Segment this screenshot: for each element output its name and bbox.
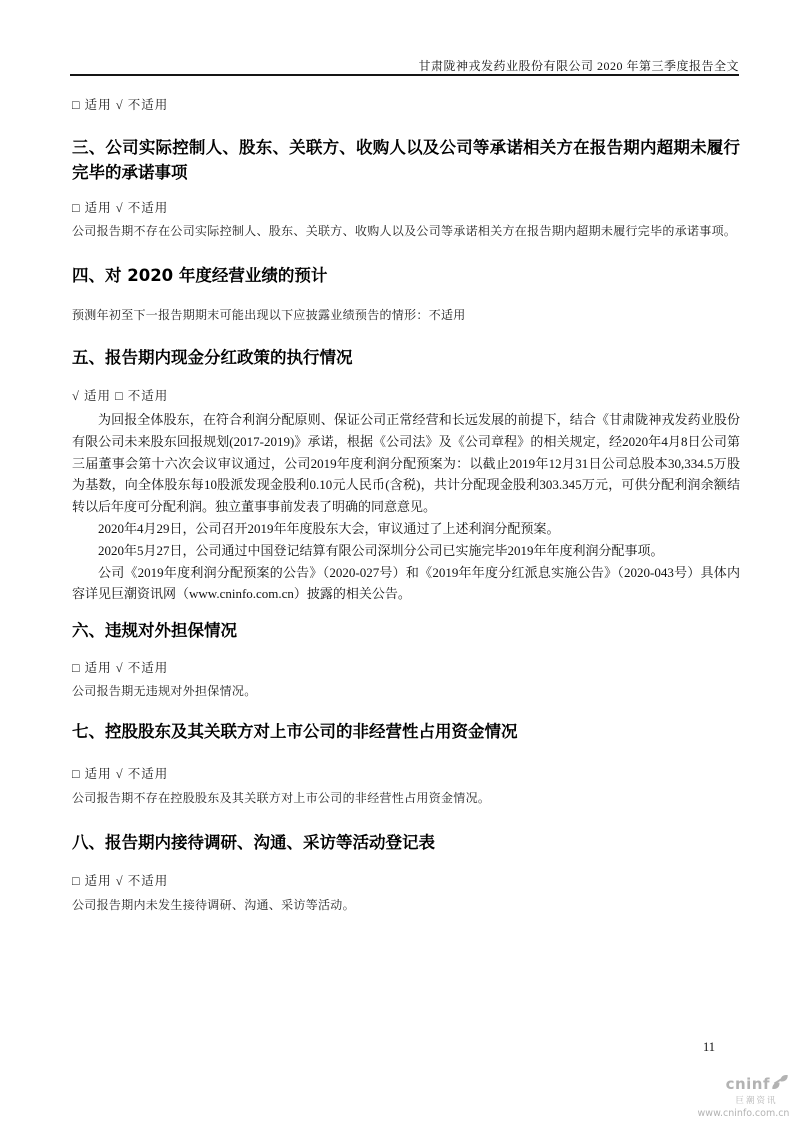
applicability-line: □ 适用 √ 不适用 <box>72 661 169 676</box>
section-paragraph: 为回报全体股东，在符合利润分配原则、保证公司正常经营和长远发展的前提下，结合《甘肃陇神戎发药业股份有限公司未来股东回报规划(2017-2019)》承诺，根据《公司法》及《公司章程》的相关规定，经2020年4月8日公司第三届董事会第十六次会议审议通过，公司2019年度利润分配预案为：以截止2019年12月31日公司总股本30,334.5万股为基数，向全体股东每10股派发现金股利0.10元人民币(含税)，共计分配现金股利303.345万元，可供分配利润余额结转以后年度可分配利润。独立董事事前发表了明确的同意意见。 <box>72 412 740 515</box>
document-body <box>72 97 740 914</box>
cninfo-brand-text: cninf <box>725 1074 770 1093</box>
section-title-8: 八、报告期内接待调研、沟通、采访等活动登记表 <box>72 833 435 853</box>
applicability-line: √ 适用 □ 不适用 <box>72 389 169 403</box>
section-paragraph: 公司报告期无违规对外担保情况。 <box>72 684 257 699</box>
section-paragraph: 公司《2019年度利润分配预案的公告》（2020-027号）和《2019年年度分红派息实施公告》（2020-043号）具体内容详见巨潮资讯网（www.cninfo.com.cn）披露的相关公告。 <box>72 564 740 602</box>
section-title-5: 五、报告期内现金分红政策的执行情况 <box>72 348 353 367</box>
section-title-7: 七、控股股东及其关联方对上市公司的非经营性占用资金情况 <box>72 722 518 742</box>
page-number: 11 <box>703 1040 716 1054</box>
cninfo-swirl-icon <box>771 1073 789 1095</box>
dividend-policy-paragraphs <box>72 409 740 605</box>
page-header-title: 甘肃陇神戎发药业股份有限公司 2020 年第三季度报告全文 <box>418 59 739 73</box>
header-divider <box>70 74 739 76</box>
section-title-3: 三、公司实际控制人、股东、关联方、收购人以及公司等承诺相关方在报告期内超期未履行完毕的承诺事项 <box>72 138 740 182</box>
cninfo-logo <box>697 1073 790 1118</box>
section-paragraph: 2020年5月27日，公司通过中国登记结算有限公司深圳分公司已实施完毕2019年年度利润分配事项。 <box>98 542 664 558</box>
section-title-4: 四、对 2020 年度经营业绩的预计 <box>72 266 328 285</box>
section-title-6: 六、违规对外担保情况 <box>72 621 237 641</box>
section-paragraph: 预测年初至下一报告期期末可能出现以下应披露业绩预告的情形：不适用 <box>72 308 466 322</box>
cninfo-chinese-name: 巨潮资讯 <box>735 1096 778 1106</box>
section-paragraph: 2020年4月29日，公司召开2019年年度股东大会，审议通过了上述利润分配预案。 <box>98 520 560 536</box>
section-paragraph: 公司报告期不存在公司实际控制人、股东、关联方、收购人以及公司等承诺相关方在报告期内超期未履行完毕的承诺事项。 <box>72 224 737 238</box>
section-paragraph: 公司报告期内未发生接待调研、沟通、采访等活动。 <box>72 898 355 913</box>
applicability-line: □ 适用 √ 不适用 <box>72 98 169 112</box>
applicability-line: □ 适用 √ 不适用 <box>72 874 169 889</box>
applicability-line: □ 适用 √ 不适用 <box>72 767 169 782</box>
applicability-line: □ 适用 √ 不适用 <box>72 201 169 215</box>
cninfo-logo-row <box>697 1073 790 1095</box>
section-paragraph: 公司报告期不存在控股股东及其关联方对上市公司的非经营性占用资金情况。 <box>72 791 491 806</box>
cninfo-url: www.cninfo.com.cn <box>697 1107 790 1119</box>
